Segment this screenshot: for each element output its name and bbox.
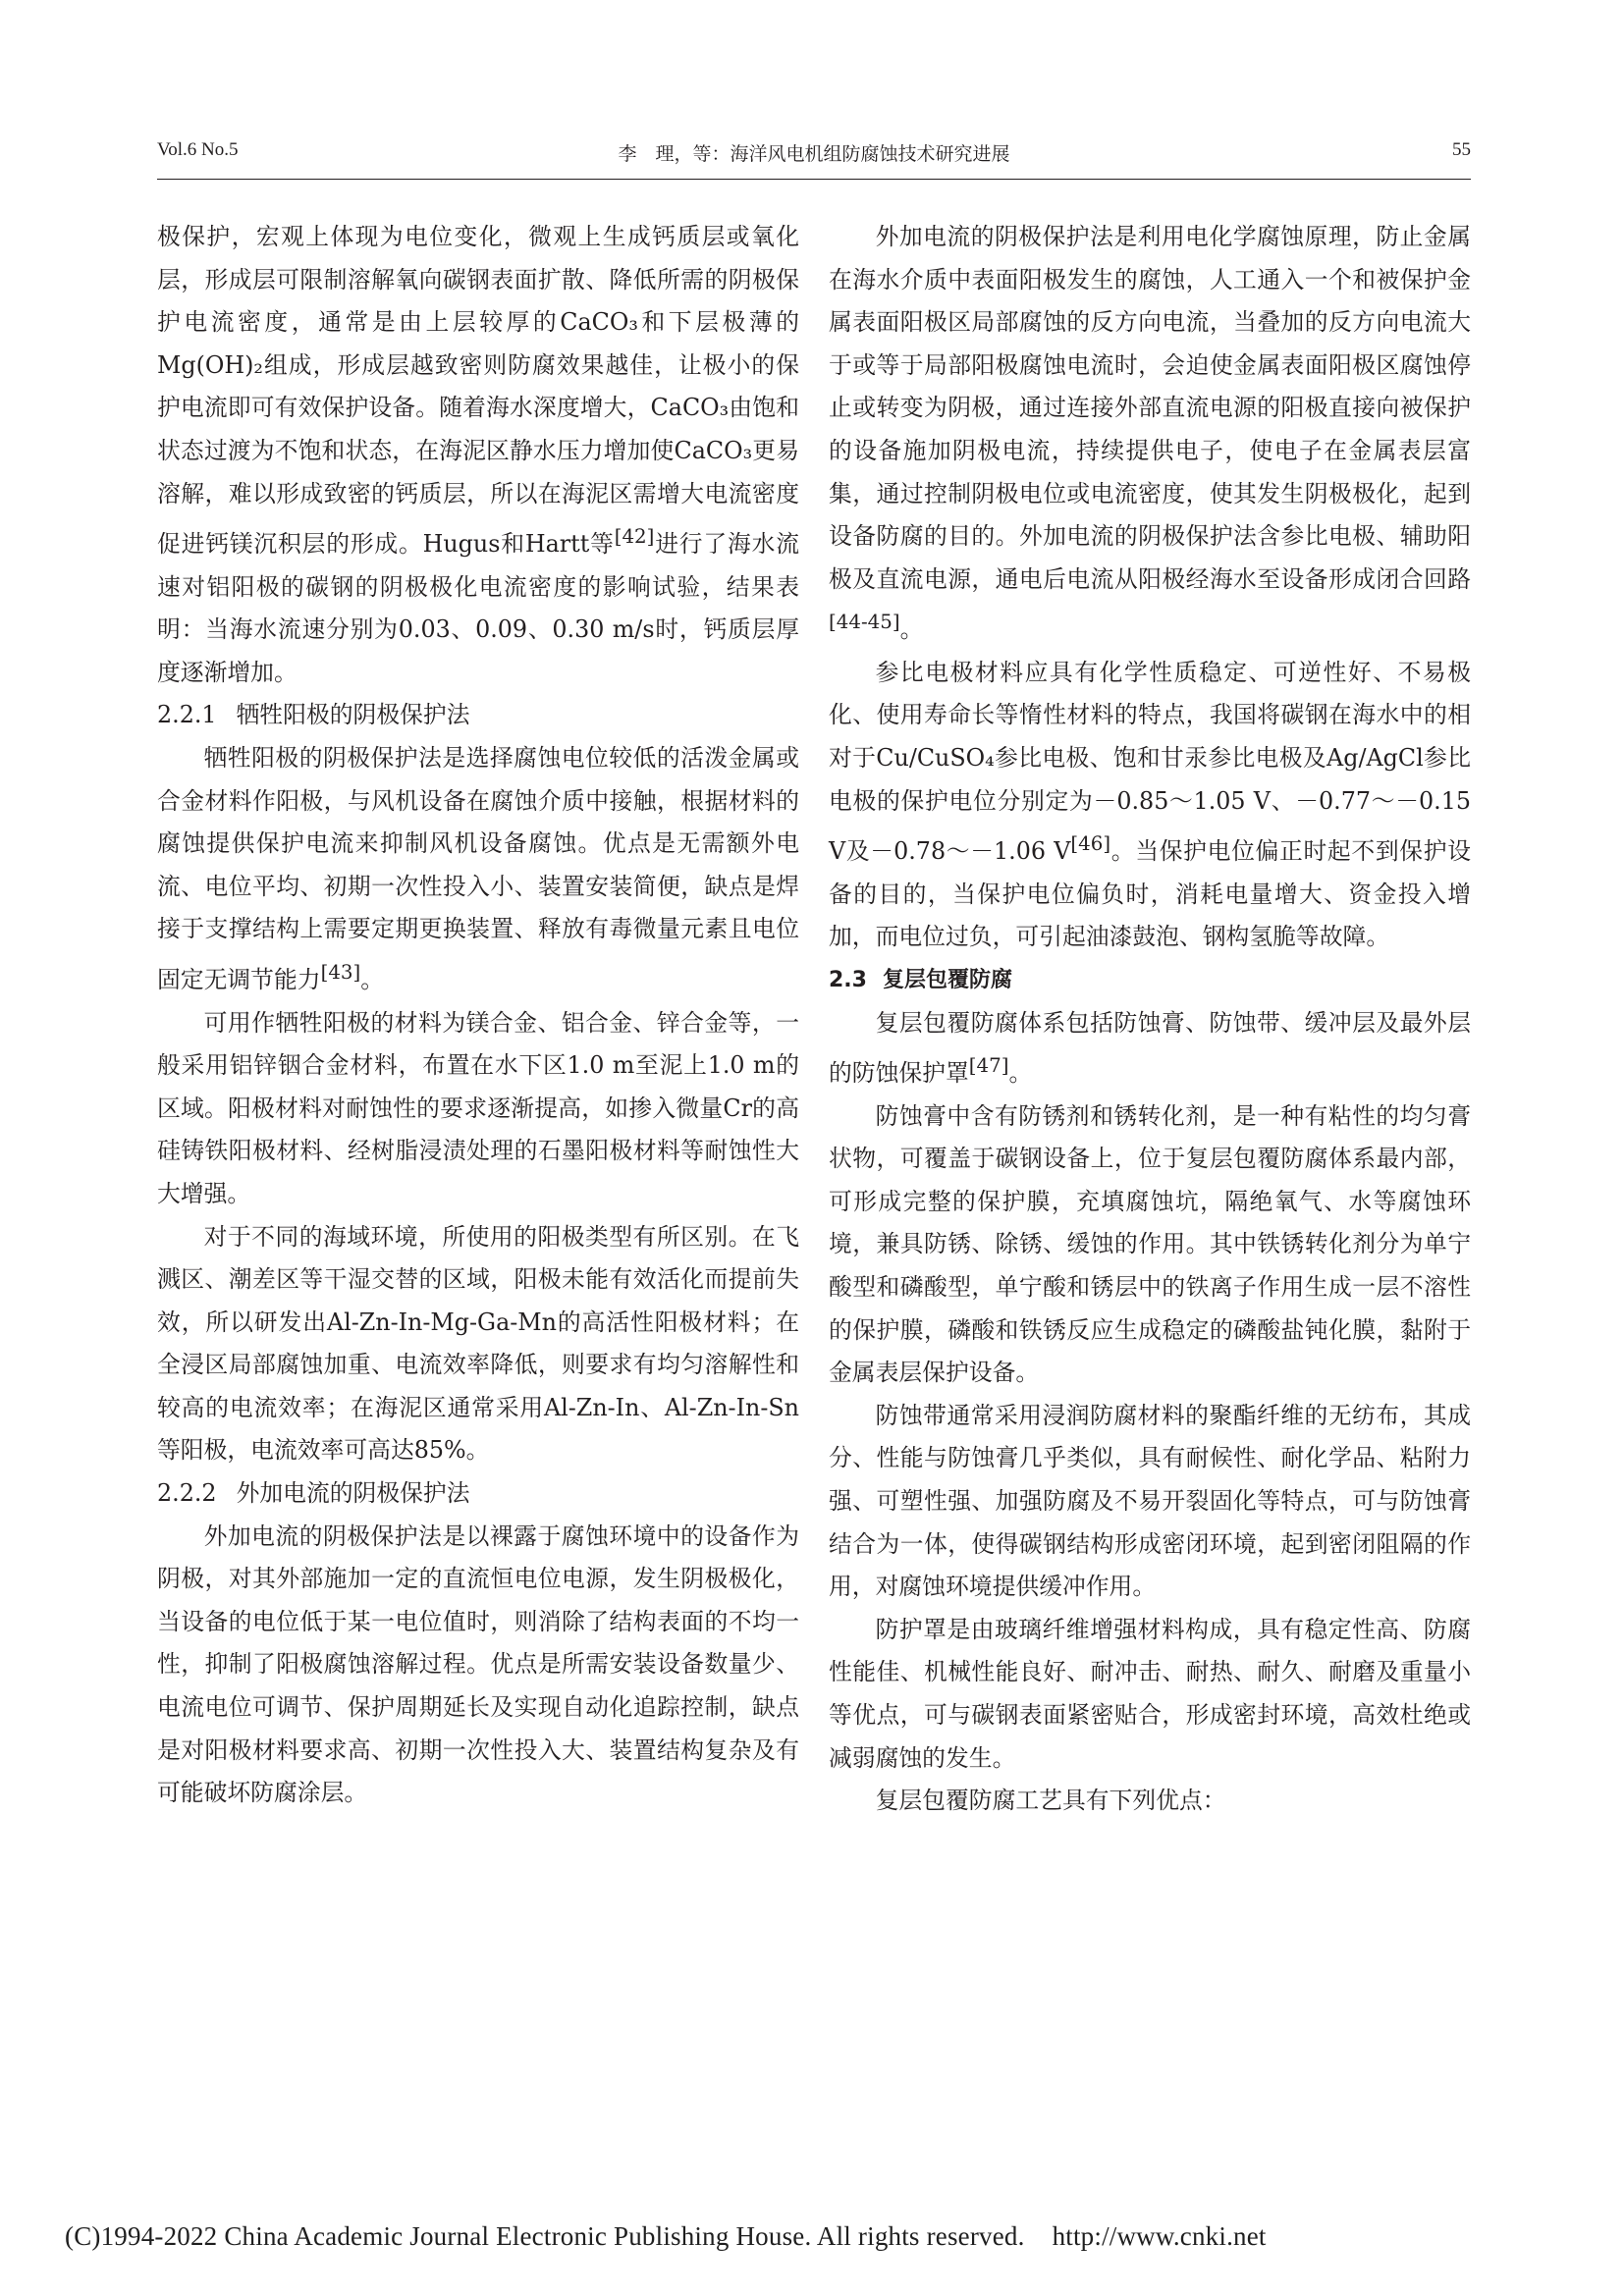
section-number: 2.2.1 <box>157 701 217 729</box>
section-title: 外加电流的阴极保护法 <box>236 1479 470 1508</box>
right-column <box>829 216 1471 1823</box>
citation: [43] <box>320 961 361 985</box>
citation: [47] <box>968 1054 1009 1078</box>
paragraph-text: 牺牲阳极的阴极保护法是选择腐蚀电位较低的活泼金属或合金材料作阳极，与风机设备在腐蚀介质中接触，根据材料的腐蚀提供保护电流来抑制风机设备腐蚀。优点是无需额外电流、电位平均、初期一次性投入小、装置安装简便，缺点是焊接于支撑结构上需要定期更换装置、释放有毒微量元素且电位固定无调节能力 <box>157 744 799 993</box>
paragraph: 复层包覆防腐工艺具有下列优点： <box>875 1787 1226 1815</box>
page-number: 55 <box>1452 139 1471 160</box>
citation: [42] <box>614 525 655 549</box>
paragraph <box>829 216 1471 652</box>
running-header <box>157 139 1471 169</box>
section-heading-2-2-1 <box>157 694 799 737</box>
paragraph: 防蚀膏中含有防锈剂和锈转化剂，是一种有粘性的均匀膏状物，可覆盖于碳钢设备上，位于复层包覆防腐体系最内部，可形成完整的保护膜，充填腐蚀坑，隔绝氧气、水等腐蚀环境，兼具防锈、除锈、缓蚀的作用。其中铁锈转化剂分为单宁酸型和磷酸型，单宁酸和锈层中的铁离子作用生成一层不溶性的保护膜，磷酸和铁锈反应生成稳定的磷酸盐钝化膜，黏附于金属表层保护设备。 <box>829 1101 1471 1387</box>
copyright-text: (C)1994-2022 China Academic Journal Electronic Publishing House. All rights reserved. <box>65 2221 1025 2251</box>
paragraph-text: 极保护，宏观上体现为电位变化，微观上生成钙质层或氧化层，形成层可限制溶解氧向碳钢表面扩散、降低所需的阴极保护电流密度，通常是由上层较厚的CaCO₃和下层极薄的Mg(OH)₂组成，形成层越致密则防腐效果越佳，让极小的保护电流即可有效保护设备。随着海水深度增大，CaCO₃由饱和状态过渡为不饱和状态，在海泥区静水压力增加使CaCO₃更易溶解，难以形成致密的钙质层，所以在海泥区需增大电流密度促进钙镁沉积层的形成。Hugus和Hartt等 <box>157 223 799 559</box>
paragraph <box>829 1002 1471 1095</box>
cnki-link[interactable]: http://www.cnki.net <box>1052 2221 1267 2251</box>
copyright-footer <box>65 2221 1267 2252</box>
header-rule <box>157 179 1471 180</box>
paragraph-text: 。 <box>899 615 924 644</box>
paragraph: 外加电流的阴极保护法是以裸露于腐蚀环境中的设备作为阴极，对其外部施加一定的直流恒电位电源，发生阴极极化，当设备的电位低于某一电位值时，则消除了结构表面的不均一性，抑制了阳极腐蚀溶解过程。优点是所需安装设备数量少、电流电位可调节、保护周期延长及实现自动化追踪控制，缺点是对阳极材料要求高、初期一次性投入大、装置结构复杂及有可能破坏防腐涂层。 <box>157 1522 799 1807</box>
paragraph: 防护罩是由玻璃纤维增强材料构成，具有稳定性高、防腐性能佳、机械性能良好、耐冲击、耐热、耐久、耐磨及重量小等优点，可与碳钢表面紧密贴合，形成密封环境，高效杜绝或减弱腐蚀的发生。 <box>829 1615 1471 1772</box>
citation: [46] <box>1070 832 1111 856</box>
paragraph-text: 。 <box>1008 1059 1033 1088</box>
citation: [44-45] <box>829 611 900 634</box>
paragraph-text: 复层包覆防腐体系包括防蚀膏、防蚀带、缓冲层及最外层的防蚀保护罩 <box>829 1008 1471 1088</box>
section-number: 2.3 <box>829 967 867 992</box>
paragraph: 可用作牺牲阳极的材料为镁合金、铝合金、锌合金等，一般采用铝锌铟合金材料，布置在水下区1.0 m至泥上1.0 m的区域。阳极材料对耐蚀性的要求逐渐提高，如掺入微量Cr的高硅铸铁阳极材料、经树脂浸渍处理的石墨阳极材料等耐蚀性大大增强。 <box>157 1008 799 1207</box>
running-title: 李 理，等：海洋风电机组防腐蚀技术研究进展 <box>618 144 1010 165</box>
paragraph: 对于不同的海域环境，所使用的阳极类型有所区别。在飞溅区、潮差区等干湿交替的区域，阳极未能有效活化而提前失效，所以研发出Al-Zn-In-Mg-Ga-Mn的高活性阳极材料；在全浸区局部腐蚀加重、电流效率降低，则要求有均匀溶解性和较高的电流效率；在海泥区通常采用Al-Zn-In、Al-Zn-In-Sn等阳极，电流效率可高达85%。 <box>157 1222 799 1465</box>
paragraph-text: 参比电极材料应具有化学性质稳定、可逆性好、不易极化、使用寿命长等惰性材料的特点，我国将碳钢在海水中的相对于Cu/CuSO₄参比电极、饱和甘汞参比电极及Ag/AgCl参比电极的保护电位分别定为－0.85～1.05 V、－0.77～－0.15 V及－0.78～－1.06 V <box>829 658 1471 866</box>
section-title: 复层包覆防腐 <box>882 967 1012 992</box>
paragraph <box>157 216 799 694</box>
paragraph <box>829 652 1471 959</box>
journal-volume: Vol.6 No.5 <box>157 139 239 160</box>
paragraph <box>157 737 799 1001</box>
paragraph-text: 外加电流的阴极保护法是利用电化学腐蚀原理，防止金属在海水介质中表面阳极发生的腐蚀，人工通入一个和被保护金属表面阳极区局部腐蚀的反方向电流，当叠加的反方向电流大于或等于局部阳极腐蚀电流时，会迫使金属表面阳极区腐蚀停止或转变为阴极，通过连接外部直流电源的阳极直接向被保护的设备施加阴极电流，持续提供电子，使电子在金属表层富集，通过控制阴极电位或电流密度，使其发生阴极极化，起到设备防腐的目的。外加电流的阴极保护法含参比电极、辅助阳极及直流电源，通电后电流从阳极经海水至设备形成闭合回路 <box>829 223 1471 593</box>
section-heading-2-2-2 <box>157 1472 799 1516</box>
left-column <box>157 216 799 1815</box>
paragraph-text: 。 <box>360 965 385 993</box>
section-heading-2-3 <box>829 959 1471 1002</box>
paragraph-text: 进行了海水流速对铝阳极的碳钢的阴极极化电流密度的影响试验，结果表明：当海水流速分别为0.03、0.09、0.30 m/s时，钙质层厚度逐渐增加。 <box>157 530 800 686</box>
paragraph: 防蚀带通常采用浸润防腐材料的聚酯纤维的无纺布，其成分、性能与防蚀膏几乎类似，具有耐候性、耐化学品、粘附力强、可塑性强、加强防腐及不易开裂固化等特点，可与防蚀膏结合为一体，使得碳钢结构形成密闭环境，起到密闭阻隔的作用，对腐蚀环境提供缓冲作用。 <box>829 1401 1471 1601</box>
section-title: 牺牲阳极的阴极保护法 <box>236 701 470 729</box>
paragraph-text: 。当保护电位偏正时起不到保护设备的目的，当保护电位偏负时，消耗电量增大、资金投入增加，而电位过负，可引起油漆鼓泡、钢构氢脆等故障。 <box>829 837 1471 951</box>
section-number: 2.2.2 <box>157 1479 217 1508</box>
